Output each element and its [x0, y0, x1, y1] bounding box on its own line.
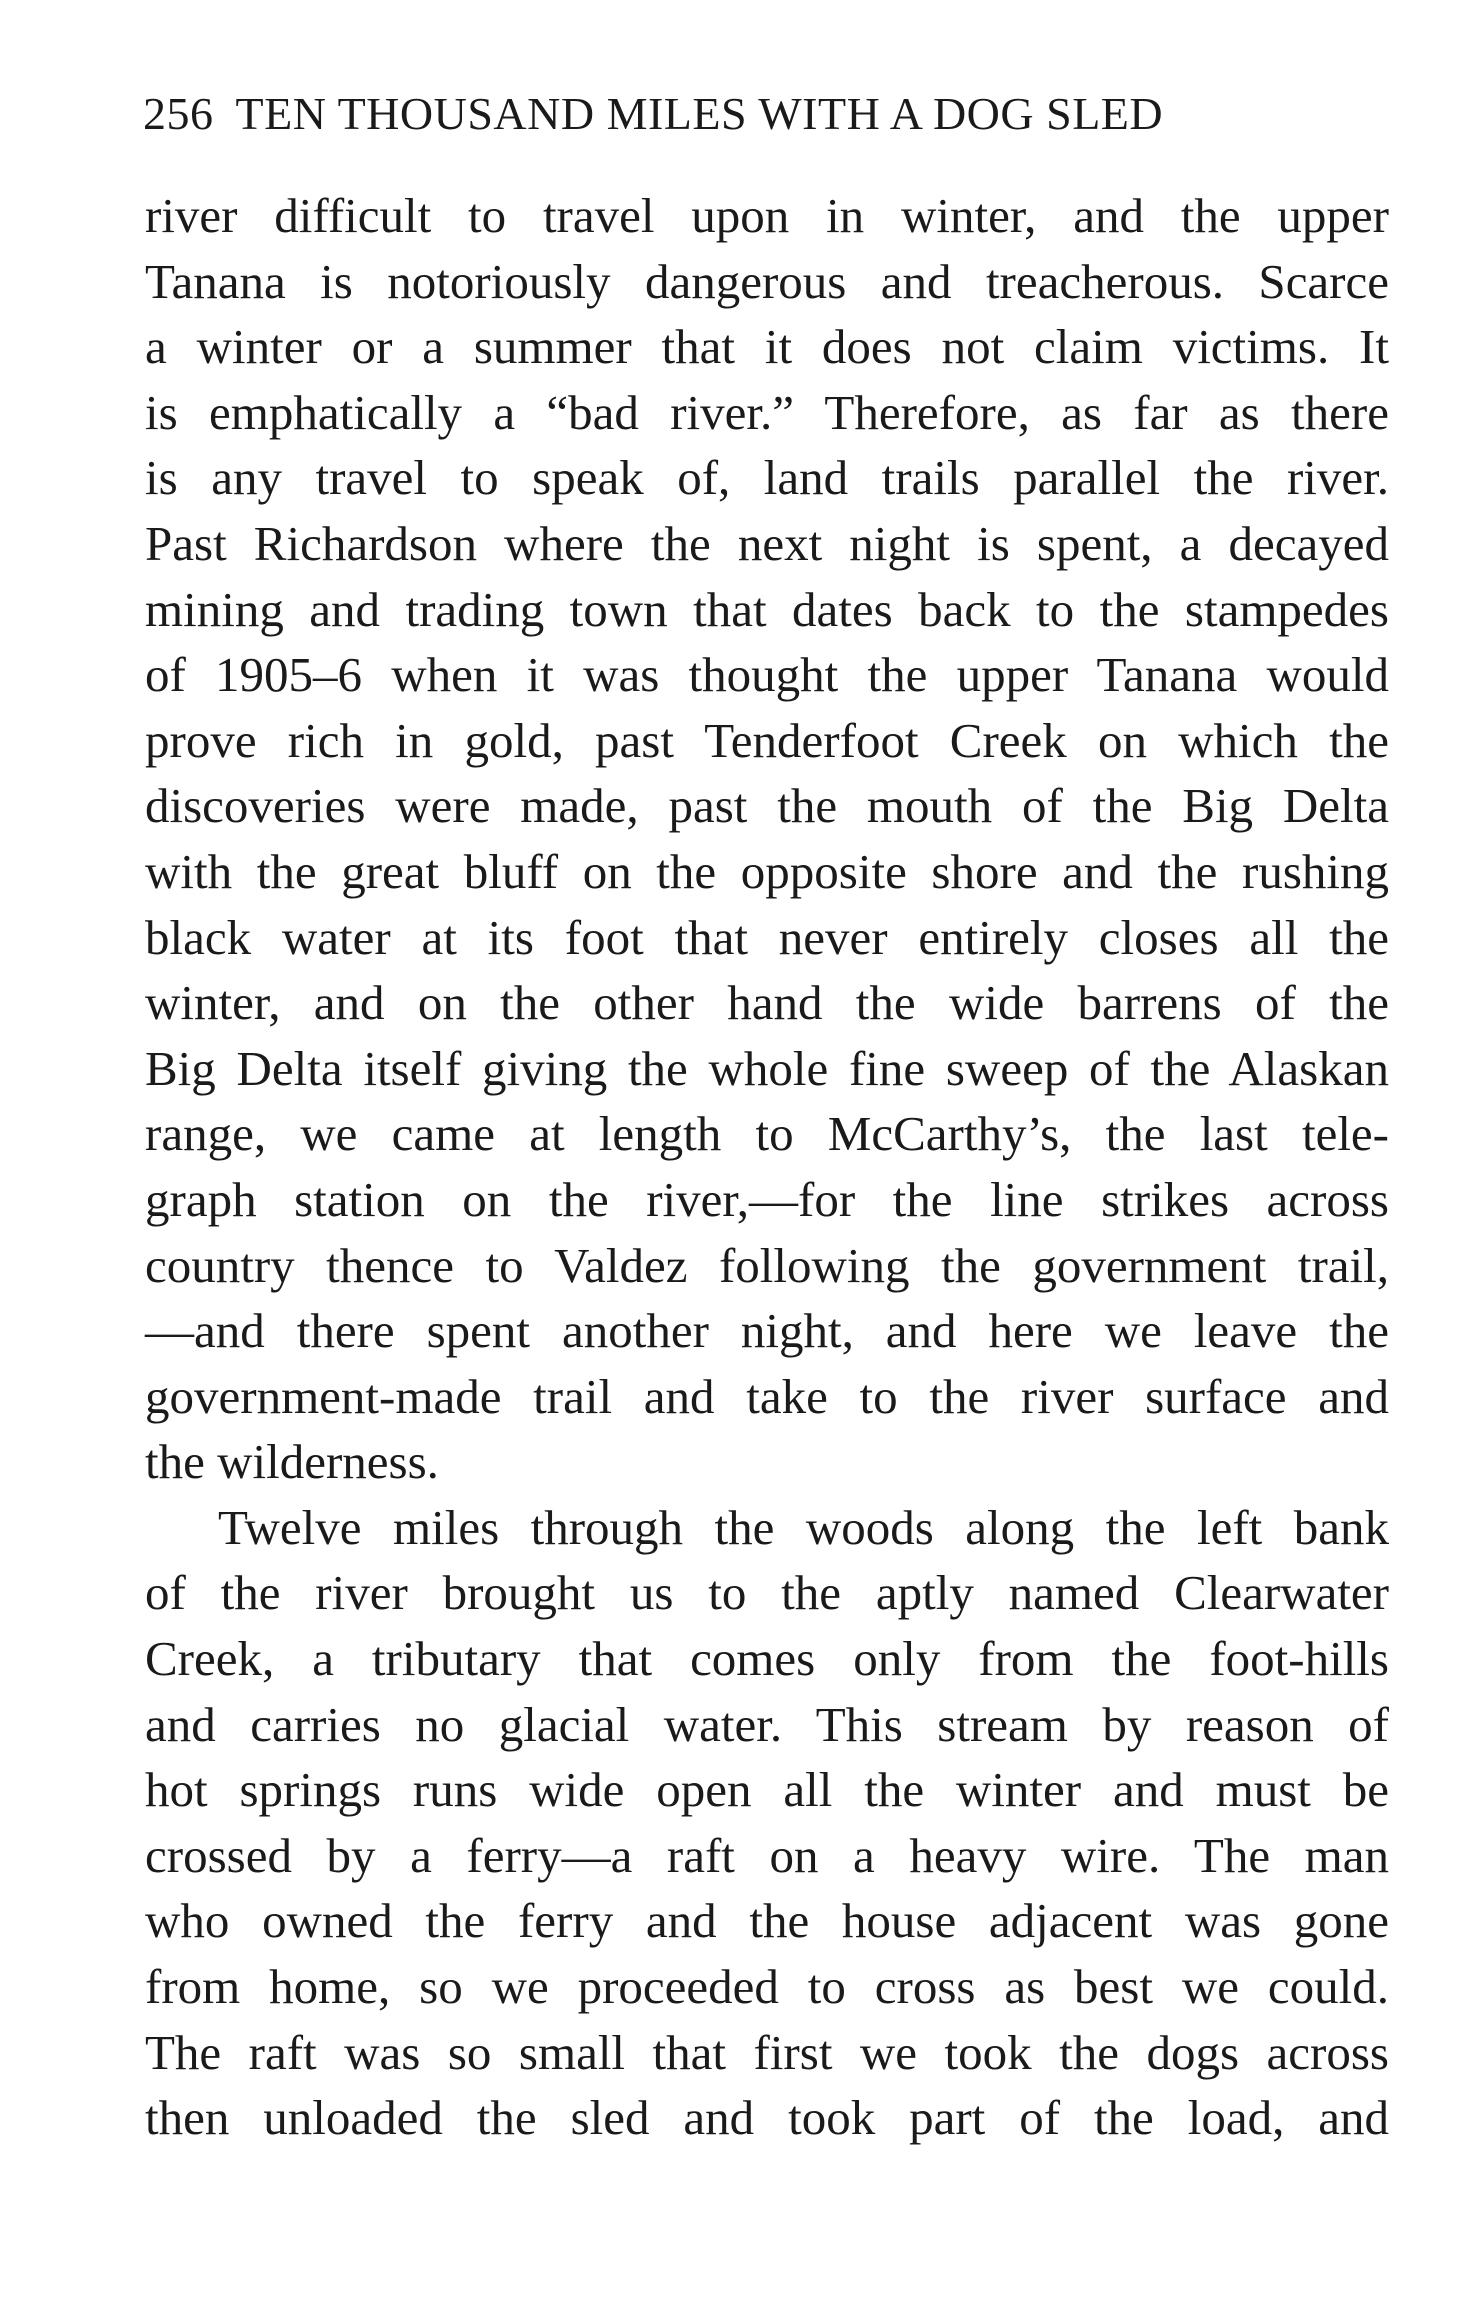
- running-head: [143, 86, 1343, 142]
- text-line: prove rich in gold, past Tenderfoot Creek on which the: [145, 712, 1389, 768]
- text-line: Big Delta itself giving the whole fine sweep of the Alaskan: [145, 1040, 1389, 1096]
- running-title: TEN THOUSAND MILES WITH A DOG SLED: [235, 88, 1164, 139]
- text-line: winter, and on the other hand the wide barrens of the: [145, 975, 1389, 1031]
- text-line: of 1905–6 when it was thought the upper Tanana would: [145, 647, 1389, 703]
- text-line: hot springs runs wide open all the winter and must be: [145, 1762, 1389, 1818]
- text-line: of the river brought us to the aptly named Clearwater: [145, 1565, 1389, 1621]
- text-line: a winter or a summer that it does not claim victims. It: [145, 319, 1389, 375]
- text-line: river difficult to travel upon in winter, and the upper: [145, 188, 1389, 243]
- text-line: discoveries were made, past the mouth of the Big Delta: [145, 778, 1389, 834]
- text-line: graph station on the river,—for the line strikes across: [145, 1171, 1389, 1227]
- text-line: the wilderness.: [145, 1434, 439, 1490]
- text-line: who owned the ferry and the house adjacent was gone: [145, 1893, 1389, 1949]
- text-line: The raft was so small that first we took the dogs across: [145, 2024, 1389, 2080]
- text-line: and carries no glacial water. This stream by reason of: [145, 1696, 1389, 1752]
- text-line: crossed by a ferry—a raft on a heavy wire. The man: [145, 1827, 1389, 1883]
- text-line: Past Richardson where the next night is spent, a decayed: [145, 515, 1389, 571]
- text-line: black water at its foot that never entirely closes all the: [145, 909, 1389, 965]
- text-line: is emphatically a “bad river.” Therefore, as far as there: [145, 384, 1389, 440]
- text-line: —and there spent another night, and here we leave the: [145, 1303, 1389, 1359]
- body-text: [145, 183, 1389, 2151]
- text-line: range, we came at length to McCarthy’s, the last tele-: [145, 1106, 1389, 1162]
- text-line: with the great bluff on the opposite shore and the rushing: [145, 843, 1389, 899]
- text-line: government-made trail and take to the river surface and: [145, 1368, 1389, 1424]
- text-line: Twelve miles through the woods along the left bank: [218, 1499, 1389, 1555]
- text-line: country thence to Valdez following the government trail,: [145, 1237, 1389, 1293]
- text-line: mining and trading town that dates back to the stampedes: [145, 581, 1389, 637]
- text-line: Creek, a tributary that comes only from the foot-hills: [145, 1631, 1389, 1687]
- text-line: Tanana is notoriously dangerous and treacherous. Scarce: [145, 253, 1389, 309]
- text-line: then unloaded the sled and took part of the load, and: [145, 2090, 1389, 2146]
- text-line: from home, so we proceeded to cross as best we could.: [145, 1959, 1389, 2015]
- text-line: is any travel to speak of, land trails parallel the river.: [145, 450, 1389, 506]
- page-number: 256: [143, 88, 214, 139]
